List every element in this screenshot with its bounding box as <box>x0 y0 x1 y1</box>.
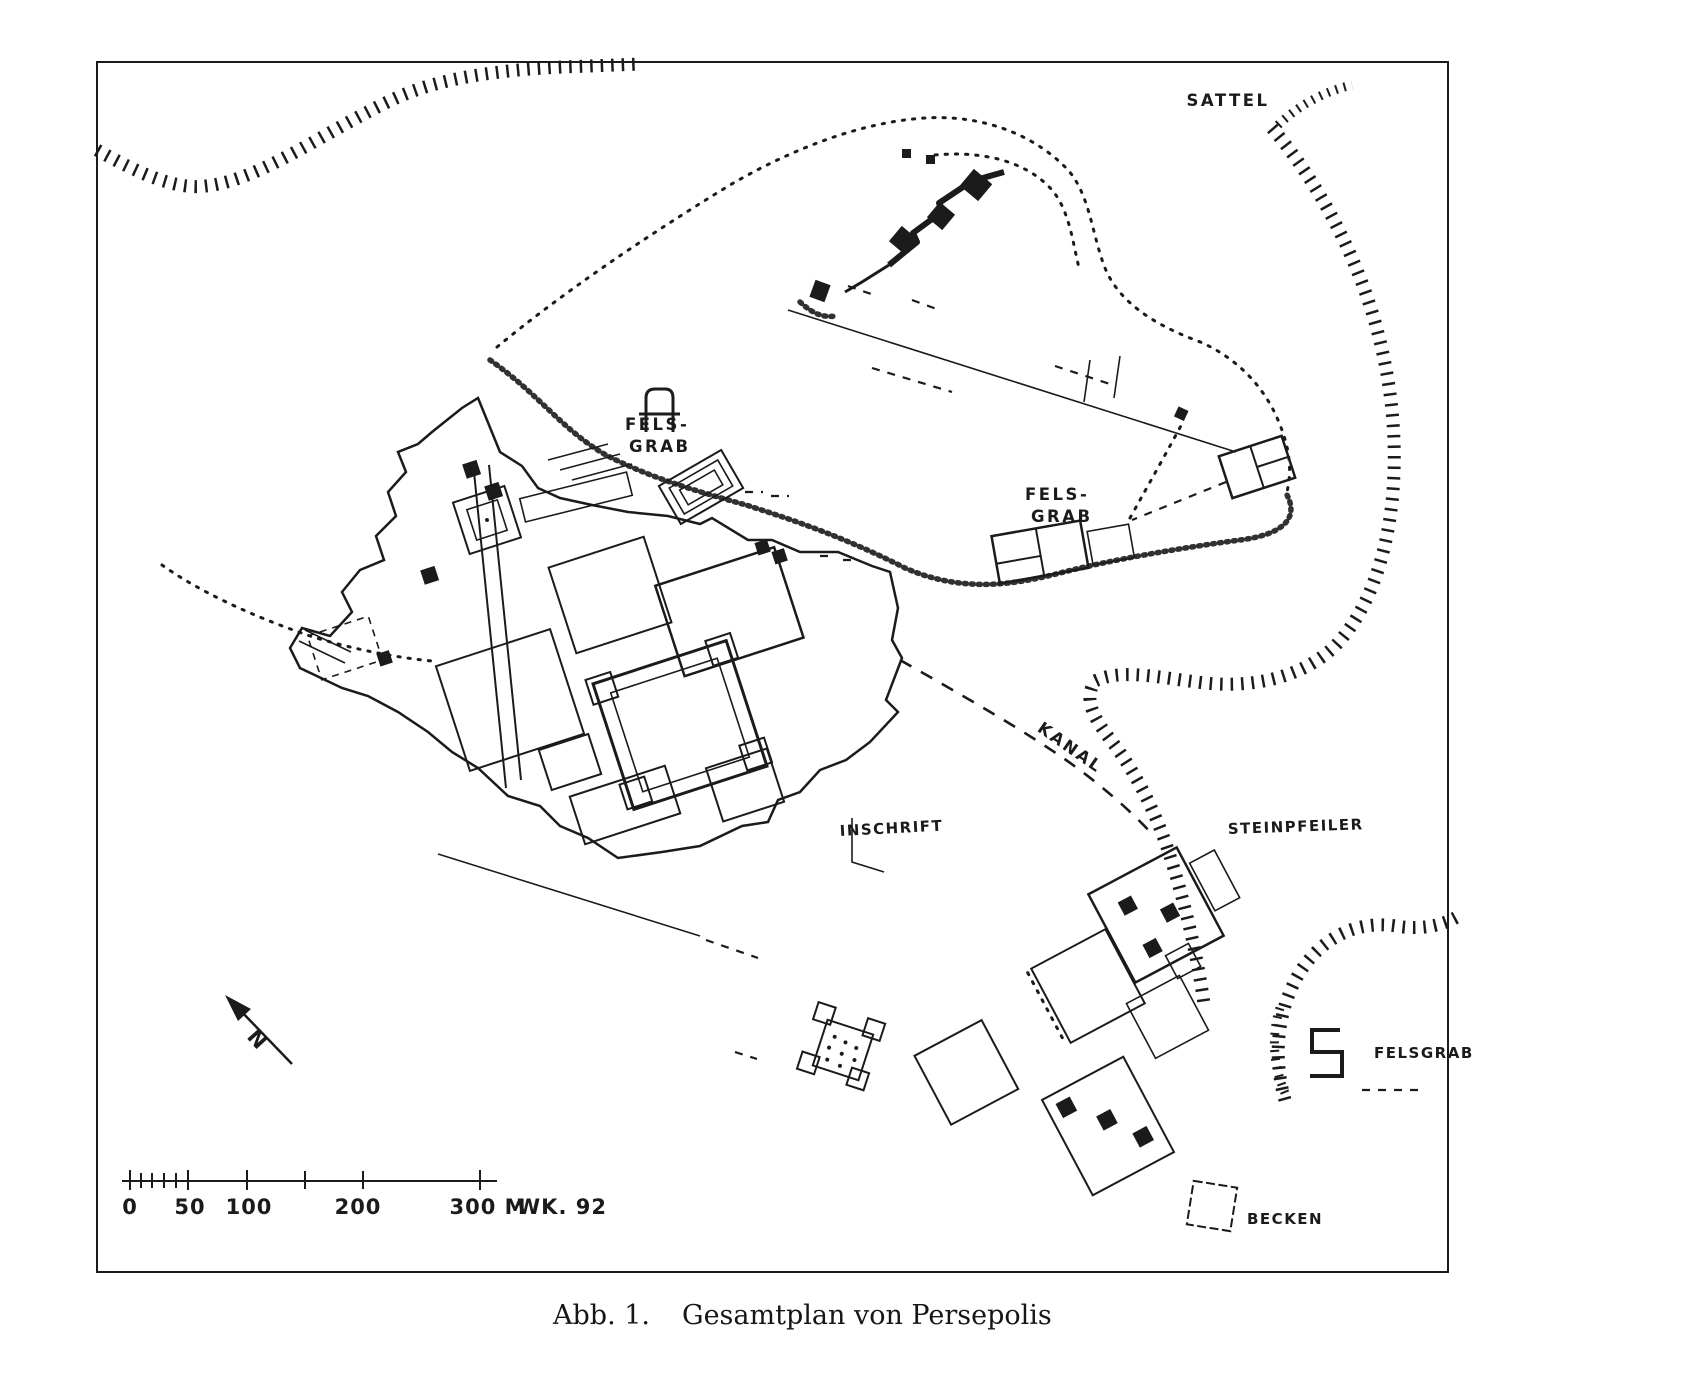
scale-tick-100: 100 <box>225 1195 273 1219</box>
east-bastion <box>1219 436 1295 498</box>
south-building-north <box>1088 832 1251 982</box>
wall-tower <box>809 280 830 302</box>
columned-hall-north <box>549 537 672 653</box>
hillside-hachures <box>97 64 1460 1100</box>
terrace-complex <box>290 398 902 858</box>
south-building-south <box>1042 1057 1174 1196</box>
west-court-ruin <box>307 616 382 680</box>
rock-tomb-northwest <box>639 389 743 524</box>
label-felsgrab-center-line2: GRAB <box>1031 507 1093 526</box>
north-arrow-letter: N <box>242 1024 273 1055</box>
nw-court-building <box>453 486 521 554</box>
scale-tick-200: 200 <box>334 1195 382 1219</box>
label-felsgrab-nw-line2: GRAB <box>629 437 691 456</box>
surveyor-credit: WK. 92 <box>517 1195 607 1219</box>
garden-pavilion <box>797 1002 885 1090</box>
label-felsgrab-center-line1: FELS- <box>1025 485 1090 504</box>
label-becken: BECKEN <box>1247 1210 1324 1228</box>
scale-bar <box>122 1170 607 1219</box>
rock-contour-dotted <box>162 118 1291 661</box>
drain-line <box>438 854 700 936</box>
label-inschrift: INSCHRIFT <box>839 816 944 840</box>
label-kanal: KANAL <box>1034 718 1107 777</box>
scale-tick-50: 50 <box>174 1195 206 1219</box>
label-sattel: SATTEL <box>1186 91 1270 110</box>
caption-number: Abb. 1. <box>553 1300 650 1331</box>
label-felsgrab-nw-line1: FELS- <box>625 415 690 434</box>
citadel-wall-line <box>788 310 1236 452</box>
canal-dashed-line <box>900 660 1154 836</box>
south-building-east <box>1115 943 1229 1058</box>
wall-tower <box>927 202 955 230</box>
columned-hall-west <box>436 629 584 771</box>
label-steinpfeiler: STEINPFEILER <box>1227 815 1364 838</box>
south-building-west <box>914 1020 1018 1125</box>
small-palace <box>539 734 601 790</box>
figure-caption <box>552 1300 1052 1331</box>
citadel-fortification-wall <box>788 149 1295 520</box>
label-felsgrab-east: FELSGRAB <box>1374 1044 1474 1062</box>
scale-tick-300: 300 M <box>449 1195 527 1219</box>
caption-title: Gesamtplan von Persepolis <box>682 1300 1052 1331</box>
becken-basin-square <box>1187 1181 1237 1231</box>
scale-tick-0: 0 <box>122 1195 138 1219</box>
north-arrow <box>225 995 292 1064</box>
south-building-middle <box>1027 929 1145 1045</box>
